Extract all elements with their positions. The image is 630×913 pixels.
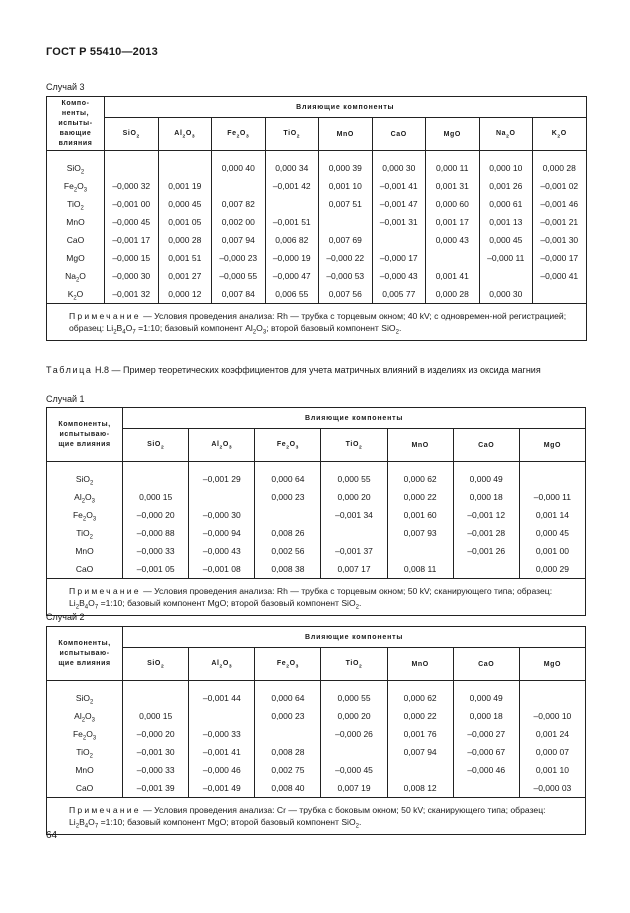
table-cell: 0,007 69 [319,231,373,249]
column-header: CaO [453,648,519,681]
table-cell [255,725,321,743]
table-cell: –0,001 30 [123,743,189,761]
table-cell: 0,000 11 [426,159,480,177]
table-cell: 0,007 84 [212,285,266,304]
row-label: $Fe_2O_3$ [47,725,123,743]
table-cell [519,470,585,488]
table-cell: 0,000 55 [321,689,387,707]
row-label: $Al_2O_3$ [47,488,123,506]
table-row [47,267,587,285]
table-row [47,725,586,743]
table-row [47,779,586,798]
table-cell: 0,007 94 [212,231,266,249]
table-cell: –0,000 11 [479,249,533,267]
table-cell: –0,001 34 [321,506,387,524]
table-cell: 0,001 19 [158,177,212,195]
table-cell: 0,001 17 [426,213,480,231]
table-cell [158,159,212,177]
table-cell: 0,007 93 [387,524,453,542]
column-header: SiO$_2$ [105,118,159,151]
table-cell: 0,006 55 [265,285,319,304]
table-cell: –0,001 21 [533,213,587,231]
table-cell: –0,000 32 [105,177,159,195]
table-cell: 0,000 45 [479,231,533,249]
table-cell: –0,001 00 [105,195,159,213]
table-cell: –0,000 19 [265,249,319,267]
table-cell: –0,000 53 [319,267,373,285]
row-label: MnO [47,213,105,231]
table-cell: –0,000 23 [212,249,266,267]
table-row [47,524,586,542]
table-cell: –0,000 41 [533,267,587,285]
table-row [47,470,586,488]
page-number: 64 [46,830,58,841]
table-cell [321,743,387,761]
table-cell: –0,001 17 [105,231,159,249]
table-cell: –0,001 29 [189,470,255,488]
table-cell [123,470,189,488]
table-cell: 0,000 45 [158,195,212,213]
table-cell: –0,000 33 [123,542,189,560]
case-2-label: Случай 2 [46,612,85,622]
table-row [47,177,587,195]
table-row [47,285,587,304]
table-cell: 0,001 10 [519,761,585,779]
table-cell: 0,000 28 [426,285,480,304]
row-label: TiO$_2$ [47,743,123,761]
table-note [47,798,586,835]
table-cell: –0,001 39 [123,779,189,798]
table-cell: –0,001 46 [533,195,587,213]
table-cell [212,177,266,195]
table-cell: 0,001 60 [387,506,453,524]
table-cell: –0,001 08 [189,560,255,579]
note-label: Примечание [69,311,141,321]
table-cell: 0,000 64 [255,470,321,488]
table-cell: 0,001 05 [158,213,212,231]
table-cell: –0,001 41 [372,177,426,195]
table-row [47,689,586,707]
column-header: TiO$_2$ [321,429,387,462]
row-label: $Fe_2O_3$ [47,177,105,195]
table-cell: 0,000 28 [158,231,212,249]
column-header: CaO [453,429,519,462]
table-cell: 0,000 39 [319,159,373,177]
table-cell: –0,000 88 [123,524,189,542]
table-cell: 0,007 51 [319,195,373,213]
table-cell: –0,000 33 [189,725,255,743]
table-cell: 0,008 28 [255,743,321,761]
table-row [47,231,587,249]
table-note [47,579,586,616]
table-cell: 0,000 49 [453,689,519,707]
case-3-table [46,96,587,341]
table-cell [426,249,480,267]
table-cell: 0,005 77 [372,285,426,304]
table-cell: 0,002 56 [255,542,321,560]
table-cell: 0,000 34 [265,159,319,177]
table-cell: 0,001 51 [158,249,212,267]
table-row [47,159,587,177]
row-header: Компоненты, испытываю- щие влияния [47,408,123,462]
row-label: $Na_2O$ [47,267,105,285]
table-cell: –0,001 32 [105,285,159,304]
table-cell: 0,000 49 [453,470,519,488]
table-cell: –0,001 37 [321,542,387,560]
influencing-components-header: Влияющие компоненты [123,408,586,429]
table-cell [372,231,426,249]
influencing-components-header: Влияющие компоненты [105,97,587,118]
column-header: TiO$_2$ [265,118,319,151]
column-header: MnO [387,429,453,462]
table-cell: 0,008 38 [255,560,321,579]
table-cell: –0,000 67 [453,743,519,761]
column-header: SiO$_2$ [123,429,189,462]
table-cell: –0,000 47 [265,267,319,285]
row-label: SiO$_2$ [47,470,123,488]
table-cell: 0,000 15 [123,488,189,506]
row-label: TiO$_2$ [47,195,105,213]
table-row [47,506,586,524]
table-row [47,707,586,725]
table-cell: 0,001 27 [158,267,212,285]
table-cell: 0,001 26 [479,177,533,195]
table-cell: 0,001 00 [519,542,585,560]
note-text: — Условия проведения анализа: Rh — трубка с торцевым окном; 40 kV; с одновремен-ной регистрацией; образец: $Li_2B_4O_7$ =1:10; базовый компонент $Al_2O_3$; второй базовый компонент SiO$_2$. [69,311,567,336]
row-label: CaO [47,231,105,249]
table-cell [189,707,255,725]
row-label: SiO$_2$ [47,159,105,177]
column-header: $Al_2O_3$ [189,429,255,462]
table-cell: 0,000 30 [479,285,533,304]
table-cell: –0,000 27 [453,725,519,743]
table-cell: –0,001 49 [189,779,255,798]
note-text: — Условия проведения анализа: Cr — трубка с боковым окном; 50 kV; сканирующего типа; образец: $Li_2B_4O_7$ =1:10; базовый компонент MgO; второй базовый компонент SiO$_2$. [69,805,546,830]
table-cell: 0,001 31 [426,177,480,195]
table-cell: –0,001 30 [533,231,587,249]
column-header: $Fe_2O_3$ [212,118,266,151]
table-cell: 0,000 64 [255,689,321,707]
row-header: Компоненты, испытываю- щие влияния [47,627,123,681]
table-cell [255,506,321,524]
table-cell: 0,002 75 [255,761,321,779]
column-header: SiO$_2$ [123,648,189,681]
table-cell [453,779,519,798]
table-cell: –0,001 41 [189,743,255,761]
column-header: $Fe_2O_3$ [255,429,321,462]
table-cell: 0,000 60 [426,195,480,213]
table-cell: 0,000 18 [453,707,519,725]
table-h8-title: Н.8 — Пример теоретических коэффициентов для учета матричных влияний в изделиях из оксида магния [92,365,541,375]
column-header: $Na_2O$ [479,118,533,151]
table-cell: –0,001 47 [372,195,426,213]
document-header: ГОСТ Р 55410—2013 [46,46,158,58]
table-cell: 0,000 07 [519,743,585,761]
table-cell: 0,001 14 [519,506,585,524]
column-header: CaO [372,118,426,151]
table-row [47,560,586,579]
table-cell: –0,001 51 [265,213,319,231]
table-cell: 0,008 11 [387,560,453,579]
table-cell: 0,000 43 [426,231,480,249]
table-cell: 0,007 56 [319,285,373,304]
table-row [47,761,586,779]
table-cell: –0,001 42 [265,177,319,195]
column-header: MnO [387,648,453,681]
table-row [47,488,586,506]
table-cell: –0,000 45 [105,213,159,231]
table-row [47,743,586,761]
row-label: CaO [47,779,123,798]
table-cell: 0,002 00 [212,213,266,231]
table-cell: –0,000 03 [519,779,585,798]
row-header: Компо- ненты, испыты- вающие влияния [47,97,105,151]
table-cell: 0,007 19 [321,779,387,798]
table-cell: 0,000 20 [321,488,387,506]
table-cell: –0,000 43 [372,267,426,285]
table-cell: –0,000 10 [519,707,585,725]
row-label: CaO [47,560,123,579]
column-header: MgO [426,118,480,151]
table-cell: 0,000 22 [387,488,453,506]
table-cell: 0,000 20 [321,707,387,725]
row-label: MnO [47,761,123,779]
table-cell: 0,000 62 [387,470,453,488]
table-cell [189,488,255,506]
table-cell: –0,000 22 [319,249,373,267]
table-cell: 0,000 23 [255,707,321,725]
table-cell: 0,000 12 [158,285,212,304]
table-cell: 0,008 40 [255,779,321,798]
column-header: TiO$_2$ [321,648,387,681]
table-row [47,542,586,560]
table-cell: 0,000 18 [453,488,519,506]
table-cell: –0,001 02 [533,177,587,195]
influencing-components-header: Влияющие компоненты [123,627,586,648]
table-cell: –0,001 28 [453,524,519,542]
table-cell: 0,000 22 [387,707,453,725]
table-cell: 0,007 94 [387,743,453,761]
column-header: MnO [319,118,373,151]
row-label: $Fe_2O_3$ [47,506,123,524]
table-cell: –0,000 11 [519,488,585,506]
table-cell [123,689,189,707]
table-cell: 0,000 62 [387,689,453,707]
table-cell: 0,001 13 [479,213,533,231]
table-cell: –0,000 43 [189,542,255,560]
column-header: MgO [519,648,585,681]
table-row [47,249,587,267]
table-cell: 0,001 76 [387,725,453,743]
table-cell: 0,000 15 [123,707,189,725]
table-cell: 0,000 28 [533,159,587,177]
table-cell: –0,000 15 [105,249,159,267]
table-cell: 0,000 29 [519,560,585,579]
table-cell: 0,006 82 [265,231,319,249]
table-cell: 0,000 55 [321,470,387,488]
table-cell: –0,001 44 [189,689,255,707]
table-cell [479,267,533,285]
note-text: — Условия проведения анализа: Rh — трубка с торцевым окном; 50 kV; сканирующего типа; образец: $Li_2B_4O_7$ =1:10; базовый компонент MgO; второй базовый компонент SiO$_2$. [69,586,553,611]
table-cell: 0,007 82 [212,195,266,213]
table-cell [387,542,453,560]
table-cell [105,159,159,177]
table-cell: 0,007 17 [321,560,387,579]
table-cell: 0,000 61 [479,195,533,213]
table-cell [453,560,519,579]
row-label: SiO$_2$ [47,689,123,707]
table-note [47,304,587,341]
table-cell: 0,001 10 [319,177,373,195]
table-cell: –0,000 46 [189,761,255,779]
table-cell: 0,000 45 [519,524,585,542]
case-3-label: Случай 3 [46,82,85,92]
table-cell: –0,000 46 [453,761,519,779]
table-cell: –0,000 33 [123,761,189,779]
table-cell [519,689,585,707]
case-1-label: Случай 1 [46,394,85,404]
table-cell: –0,001 12 [453,506,519,524]
table-cell: –0,001 31 [372,213,426,231]
column-header: $Al_2O_3$ [158,118,212,151]
table-cell: –0,001 26 [453,542,519,560]
table-cell: –0,000 30 [105,267,159,285]
row-label: MnO [47,542,123,560]
table-cell: 0,000 30 [372,159,426,177]
table-cell: 0,008 12 [387,779,453,798]
column-header: MgO [519,429,585,462]
table-cell [533,285,587,304]
table-cell: 0,000 40 [212,159,266,177]
column-header: $Fe_2O_3$ [255,648,321,681]
row-label: TiO$_2$ [47,524,123,542]
table-cell: –0,000 94 [189,524,255,542]
table-h8-caption [46,364,586,376]
case-1-table [46,407,586,616]
table-cell [387,761,453,779]
table-cell: –0,000 17 [533,249,587,267]
table-row [47,213,587,231]
table-cell: –0,000 26 [321,725,387,743]
column-header: $K_2O$ [533,118,587,151]
table-cell [319,213,373,231]
table-cell: 0,000 10 [479,159,533,177]
note-label: Примечание [69,805,141,815]
table-row [47,195,587,213]
row-label: $Al_2O_3$ [47,707,123,725]
table-cell: 0,001 41 [426,267,480,285]
note-label: Примечание [69,586,141,596]
row-label: $K_2O$ [47,285,105,304]
table-cell: –0,000 20 [123,506,189,524]
table-h8-label: Таблица [46,365,93,375]
table-cell: –0,000 17 [372,249,426,267]
case-2-table [46,626,586,835]
table-cell: –0,000 55 [212,267,266,285]
table-cell [265,195,319,213]
table-cell: –0,000 20 [123,725,189,743]
table-cell: 0,000 23 [255,488,321,506]
row-label: MgO [47,249,105,267]
table-cell: –0,000 45 [321,761,387,779]
table-cell: 0,008 26 [255,524,321,542]
table-cell: 0,001 24 [519,725,585,743]
table-cell: –0,001 05 [123,560,189,579]
table-cell [321,524,387,542]
column-header: $Al_2O_3$ [189,648,255,681]
table-cell: –0,000 30 [189,506,255,524]
